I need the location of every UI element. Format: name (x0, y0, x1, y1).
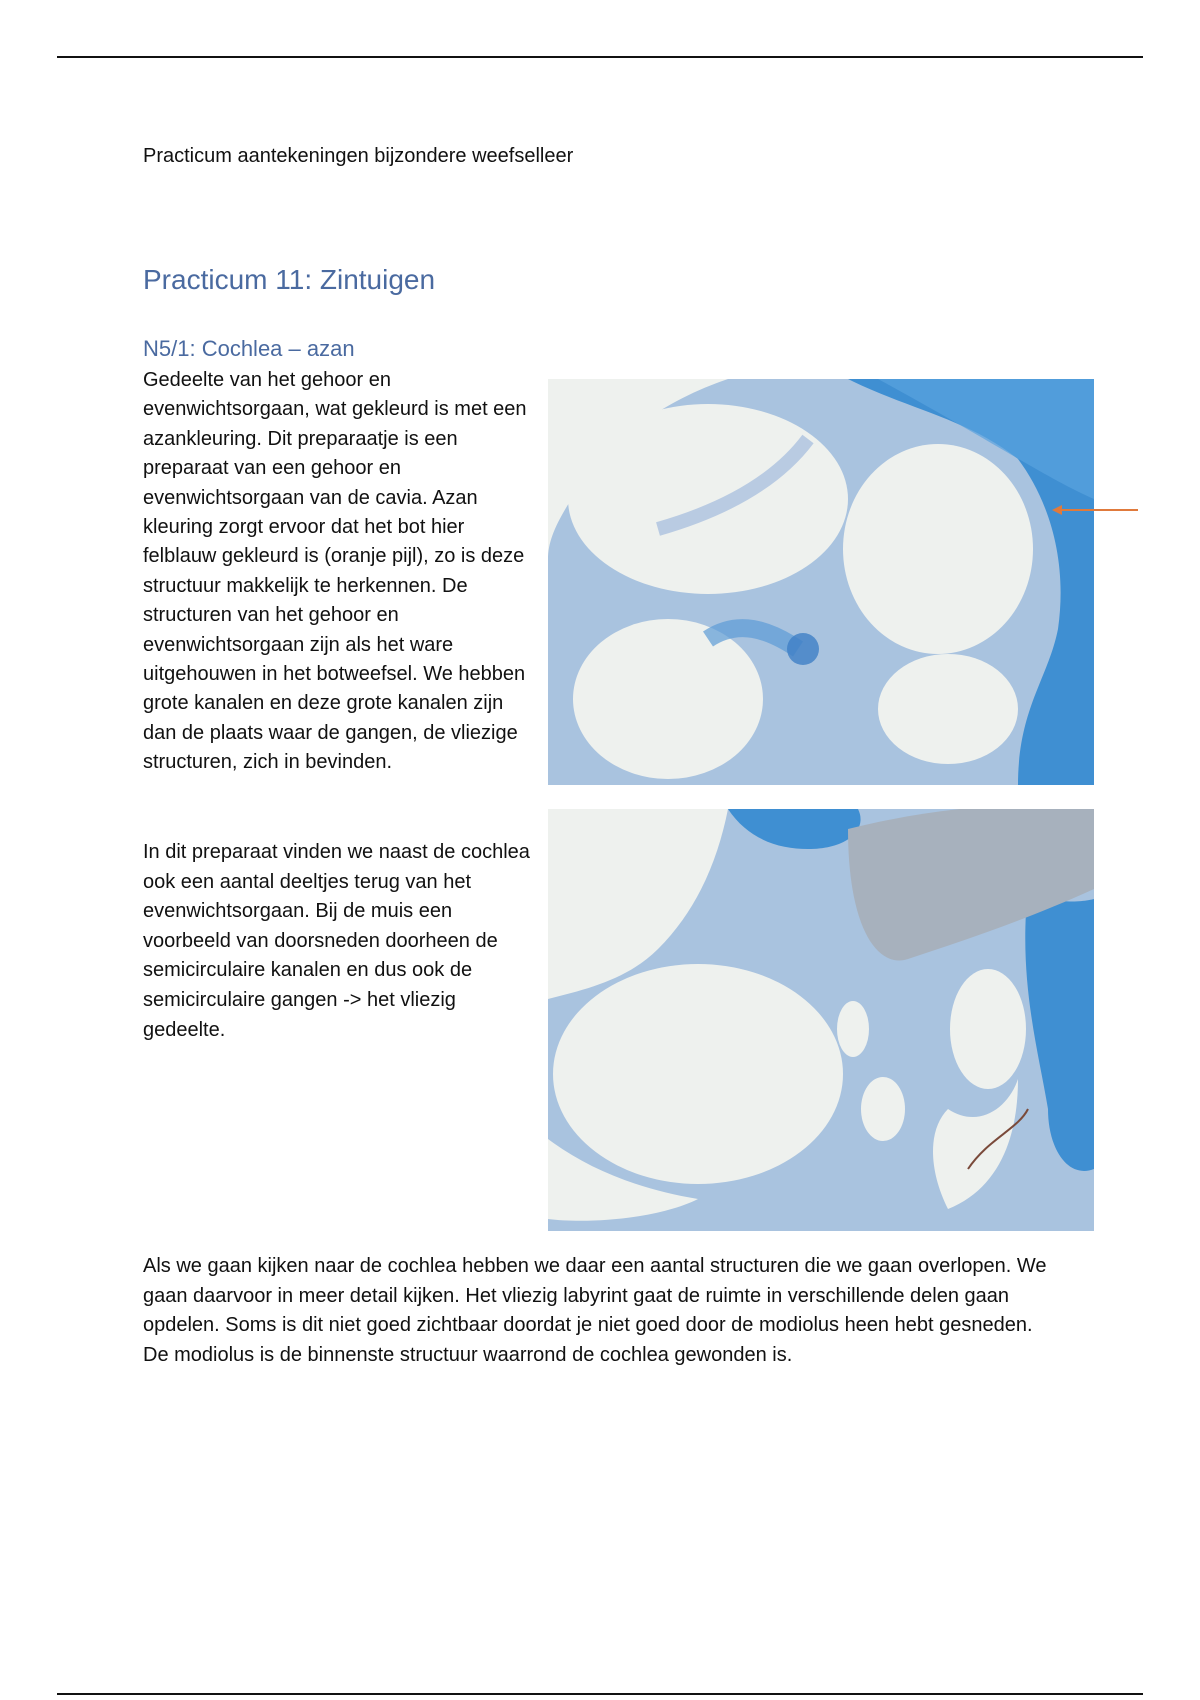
header-rule (57, 56, 1143, 58)
section-title: Practicum 11: Zintuigen (143, 264, 436, 295)
body-paragraph-3: Als we gaan kijken naar de cochlea hebben we daar een aantal structuren die we gaan overlopen. We gaan daarvoor in meer detail kijken. Het vliezig labyrint gaat de ruimte in verschillende delen gaan opdelen. Soms is dit niet goed zichtbaar doordat je niet goed door de modiolus heen hebt gesneden. De modiolus is de binnenste structuur waarrond de cochlea gewonden is. (143, 1255, 1047, 1366)
body-paragraph-2: In dit preparaat vinden we naast de cochlea ook een aantal deeltjes terug van het evenwichtsorgaan. Bij de muis een voorbeeld van doorsneden doorheen de semicirculaire kanalen en dus ook de semicirculaire gangen -> het vliezig gedeelte. (143, 841, 530, 1041)
orange-arrow-icon (1050, 500, 1140, 520)
micrograph-cochlea-overview-art (548, 379, 1094, 785)
footer-rule (57, 1693, 1143, 1695)
micrograph-cochlea-overview (548, 379, 1094, 785)
micrograph-semicircular-canals-art (548, 809, 1094, 1231)
body-paragraph-1: Gedeelte van het gehoor en evenwichtsorgaan, wat gekleurd is met een azankleuring. Dit preparaatje is een preparaat van een gehoor en evenwichtsorgaan van de cavia. Azan kleuring zorgt ervoor dat het bot hier felblauw gekleurd is (oranje pijl), zo is deze structuur makkelijk te herkennen. De structuren van het gehoor en evenwichtsorgaan zijn als het ware uitgehouwen in het botweefsel. We hebben grote kanalen en deze grote kanalen zijn dan de plaats waar de gangen, de vliezige structuren, zich in bevinden. (143, 369, 527, 774)
subsection-title: N5/1: Cochlea – azan (143, 336, 355, 361)
micrograph-semicircular-canals (548, 809, 1094, 1231)
running-header: Practicum aantekeningen bijzondere weefselleer (143, 145, 574, 167)
